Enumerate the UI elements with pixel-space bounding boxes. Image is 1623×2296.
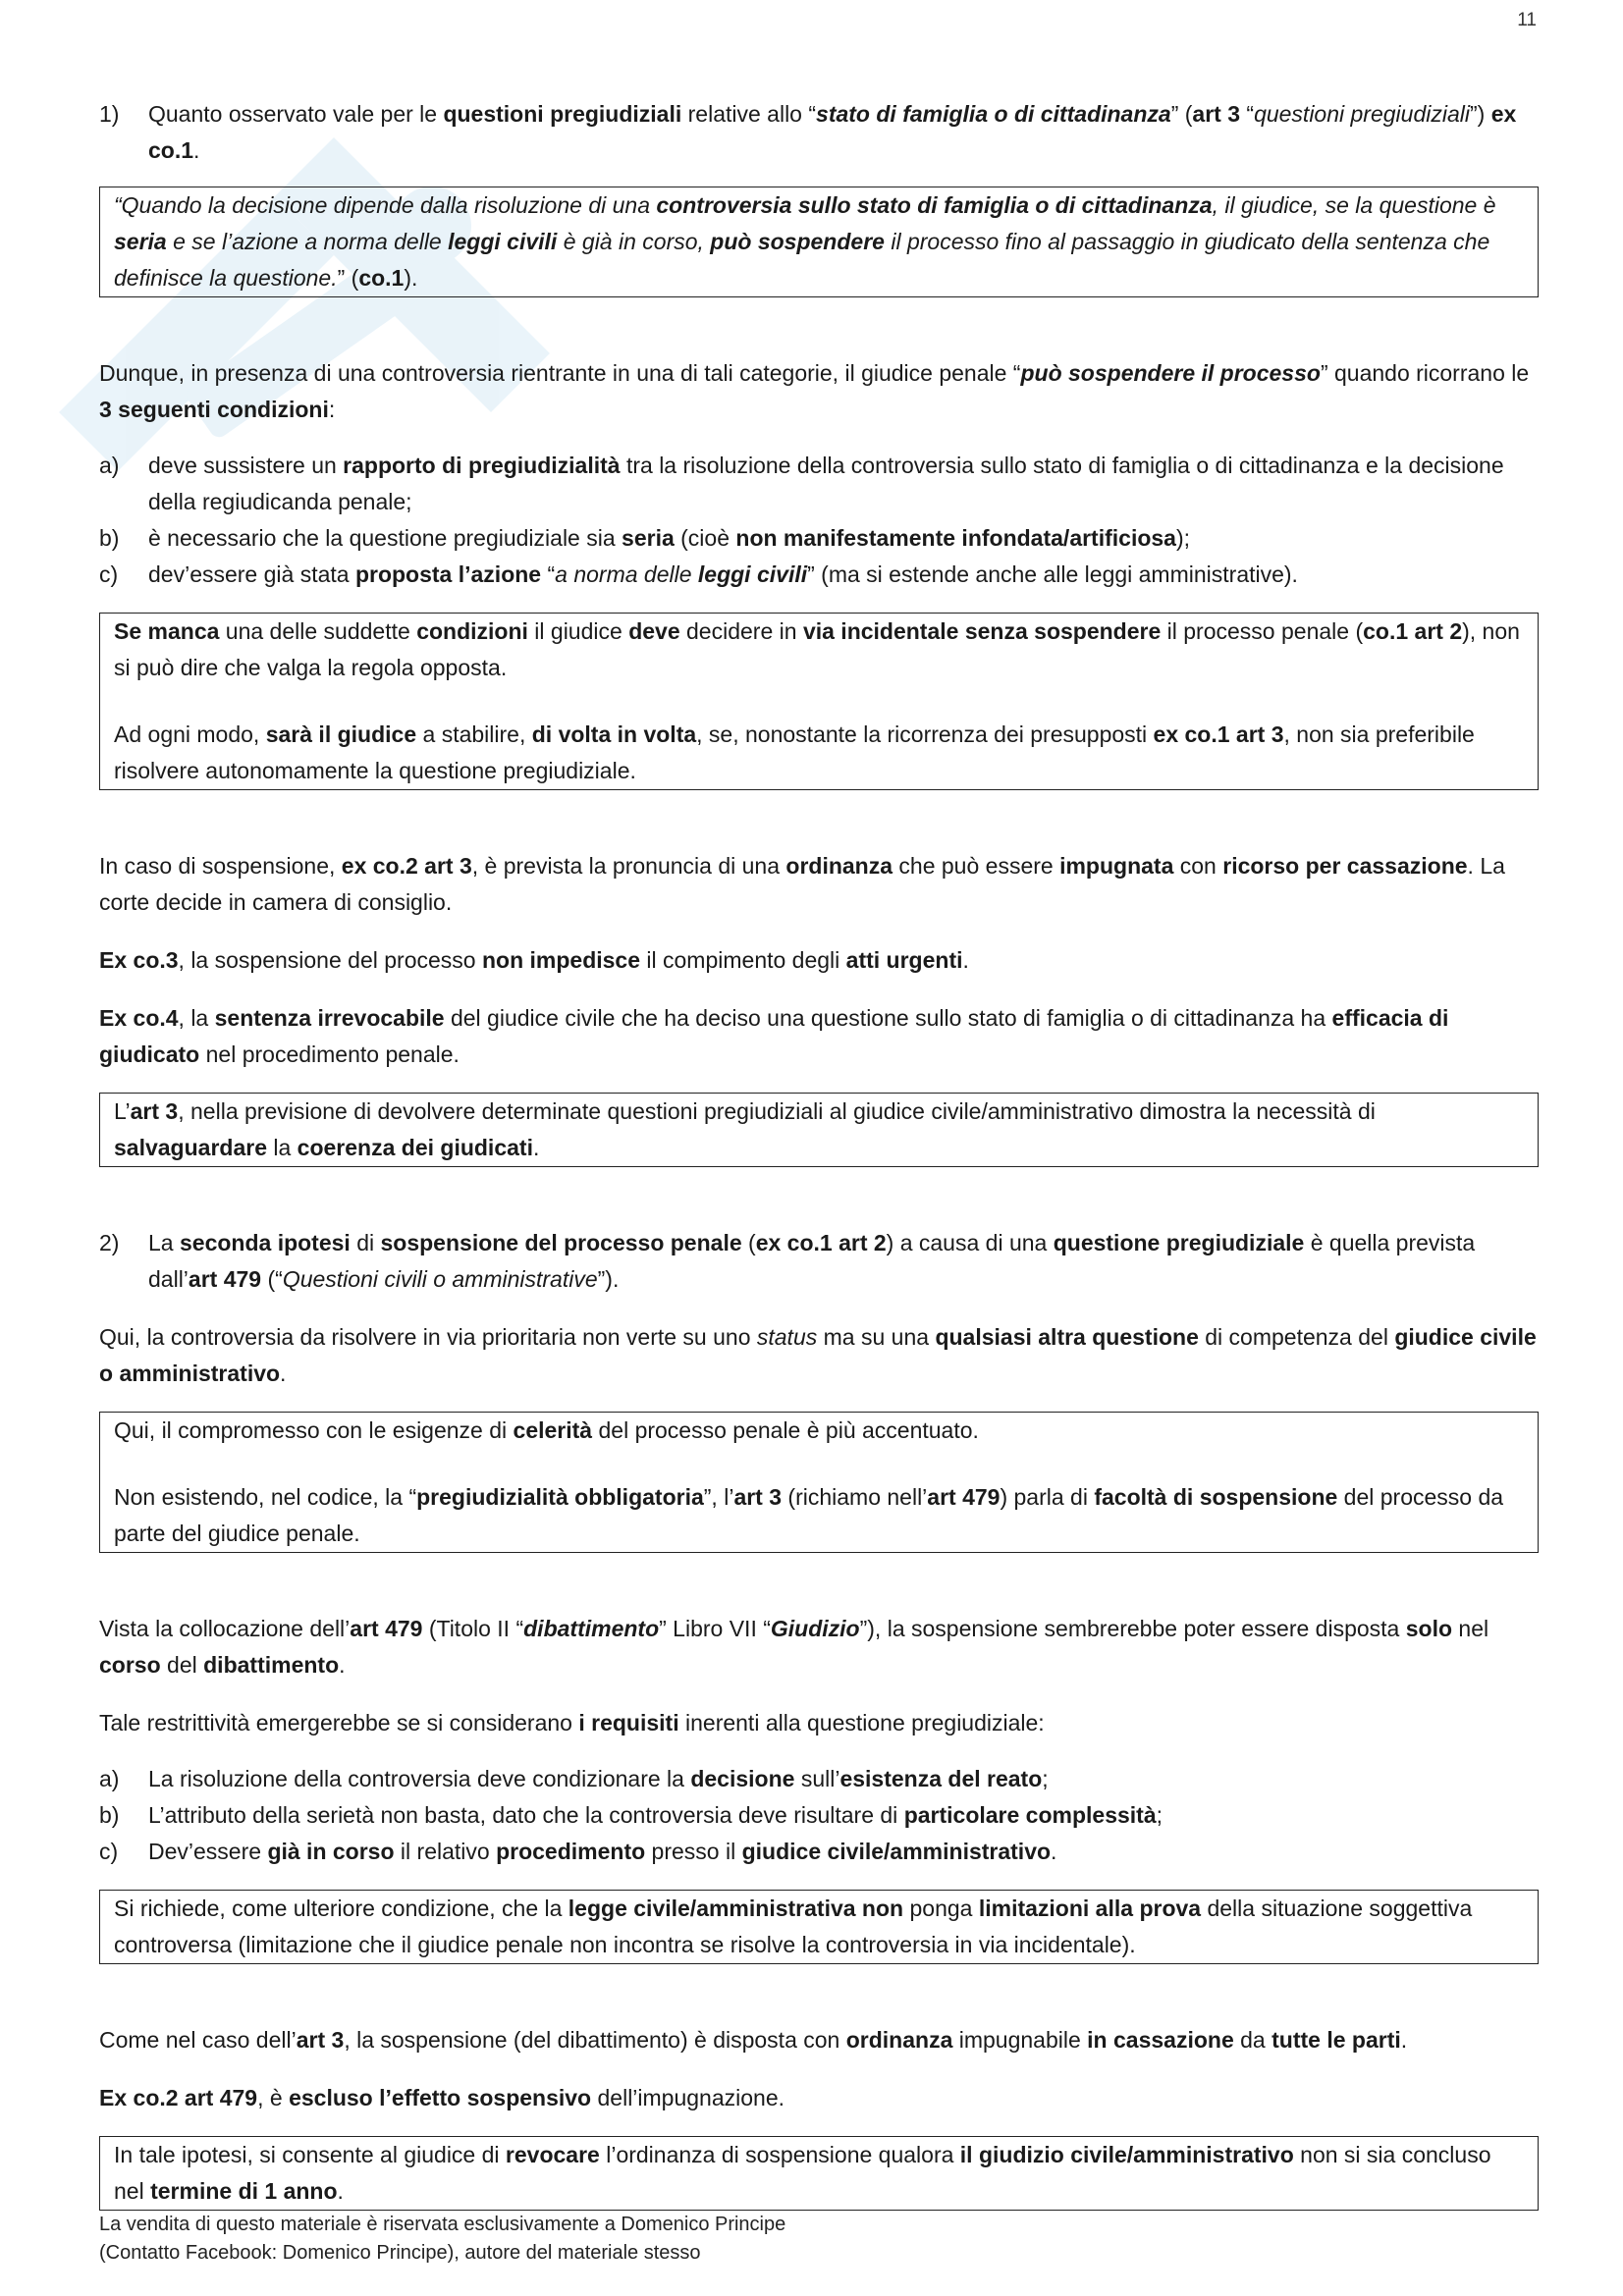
quote-box <box>99 187 1539 297</box>
note-box-revoca: In tale ipotesi, si consente al giudice di revocare l’ordinanza di sospensione qualora il giudizio civile/amministrativo non si sia concluso nel termine di 1 anno. <box>99 2136 1539 2211</box>
paragraph-come: Come nel caso dell’art 3, la sospensione (del dibattimento) è disposta con ordinanza impugnabile in cassazione da tutte le parti. <box>99 2027 1408 2053</box>
footer-note <box>99 2211 785 2268</box>
numbered-item-1 <box>99 96 1539 169</box>
list-item: b) L’attributo della serietà non basta, dato che la controversia deve risultare di particolare complessità; <box>99 1802 1163 1828</box>
paragraph-vista: Vista la collocazione dell’art 479 (Titolo II “dibattimento” Libro VII “Giudizio”), la sospensione sembrerebbe poter essere disposta solo nel corso del dibattimento. <box>99 1616 1489 1678</box>
main-content <box>99 96 1539 2211</box>
paragraph-tale: Tale restrittività emergerebbe se si considerano i requisiti inerenti alla questione pregiudiziale: <box>99 1710 1045 1735</box>
note-box-conditions: Se manca una delle suddette condizioni il giudice deve decidere in via incidentale senza sospendere il processo penale (co.1 art 2), non si può dire che valga la regola opposta. Ad ogni modo, sarà il giudice a stabilire, di volta in volta, se, nonostante la ricorrenza dei presupposti ex co.1 art 3, non sia preferibile risolvere autonomamente la questione pregiudiziale. <box>99 613 1539 790</box>
item-marker: 1) <box>99 101 120 127</box>
page-number: 11 <box>1517 10 1537 30</box>
footer-line-1: La vendita di questo materiale è riservata esclusivamente a Domenico Principe <box>99 2214 786 2235</box>
paragraph-dunque: Dunque, in presenza di una controversia rientrante in una di tali categorie, il giudice penale “può sospendere il processo” quando ricorrano le 3 seguenti condizioni: <box>99 360 1530 422</box>
paragraph-co3: Ex co.3, la sospensione del processo non impedisce il compimento degli atti urgenti. <box>99 947 969 973</box>
list-item: c) Dev’essere già in corso il relativo procedimento presso il giudice civile/amministrativo. <box>99 1839 1057 1864</box>
footer-line-2: (Contatto Facebook: Domenico Principe), autore del materiale stesso <box>99 2242 701 2264</box>
paragraph-qui: Qui, la controversia da risolvere in via prioritaria non verte su uno status ma su una qualsiasi altra questione di competenza del giudice civile o amministrativo. <box>99 1324 1537 1386</box>
paragraph-sospensione: In caso di sospensione, ex co.2 art 3, è prevista la pronuncia di una ordinanza che può essere impugnata con ricorso per cassazione. La corte decide in camera di consiglio. <box>99 853 1505 915</box>
list-item: b) è necessario che la questione pregiudiziale sia seria (cioè non manifestamente infondata/artificiosa); <box>99 525 1191 551</box>
conditions-list <box>99 448 1539 593</box>
paragraph-co2-art479: Ex co.2 art 479, è escluso l’effetto sospensivo dell’impugnazione. <box>99 2085 785 2110</box>
note-box-prova: Si richiede, come ulteriore condizione, che la legge civile/amministrativa non ponga limitazioni alla prova della situazione soggettiva controversa (limitazione che il giudice penale non incontra se risolve la controversia in via incidentale). <box>99 1890 1539 1964</box>
list-item: a) La risoluzione della controversia deve condizionare la decisione sull’esistenza del reato; <box>99 1766 1049 1791</box>
note-box-celerita: Qui, il compromesso con le esigenze di celerità del processo penale è più accentuato. Non esistendo, nel codice, la “pregiudizialità obbligatoria”, l’art 3 (richiamo nell’art 479) parla di facoltà di sospensione del processo da parte del giudice penale. <box>99 1412 1539 1553</box>
paragraph-co4: Ex co.4, la sentenza irrevocabile del giudice civile che ha deciso una questione sullo stato di famiglia o di cittadinanza ha efficacia di giudicato nel procedimento penale. <box>99 1005 1449 1067</box>
item-text: Quanto osservato vale per le questioni pregiudiziali relative allo “stato di famiglia o di cittadinanza” (art 3 “questioni pregiudiziali”) ex co.1. <box>148 101 1517 163</box>
note-box-art3: L’art 3, nella previsione di devolvere determinate questioni pregiudiziali al giudice civile/amministrativo dimostra la necessità di salvaguardare la coerenza dei giudicati. <box>99 1093 1539 1167</box>
requirements-list <box>99 1761 1539 1870</box>
quote-text: “Quando la decisione dipende dalla risoluzione di una controversia sullo stato di famiglia o di cittadinanza, il giudice, se la questione è seria e se l’azione a norma delle leggi civili è già in corso, può sospendere il processo fino al passaggio in giudicato della sentenza che definisce la questione.” (co.1). <box>114 192 1496 291</box>
numbered-item-2: 2) La seconda ipotesi di sospensione del processo penale (ex co.1 art 2) a causa di una questione pregiudiziale è quella prevista dall’art 479 (“Questioni civili o amministrative”). <box>99 1230 1476 1292</box>
list-item: a) deve sussistere un rapporto di pregiudizialità tra la risoluzione della controversia sullo stato di famiglia o di cittadinanza e la decisione della regiudicanda penale; <box>99 453 1504 514</box>
list-item: c) dev’essere già stata proposta l’azione “a norma delle leggi civili” (ma si estende anche alle leggi amministrative). <box>99 561 1298 587</box>
